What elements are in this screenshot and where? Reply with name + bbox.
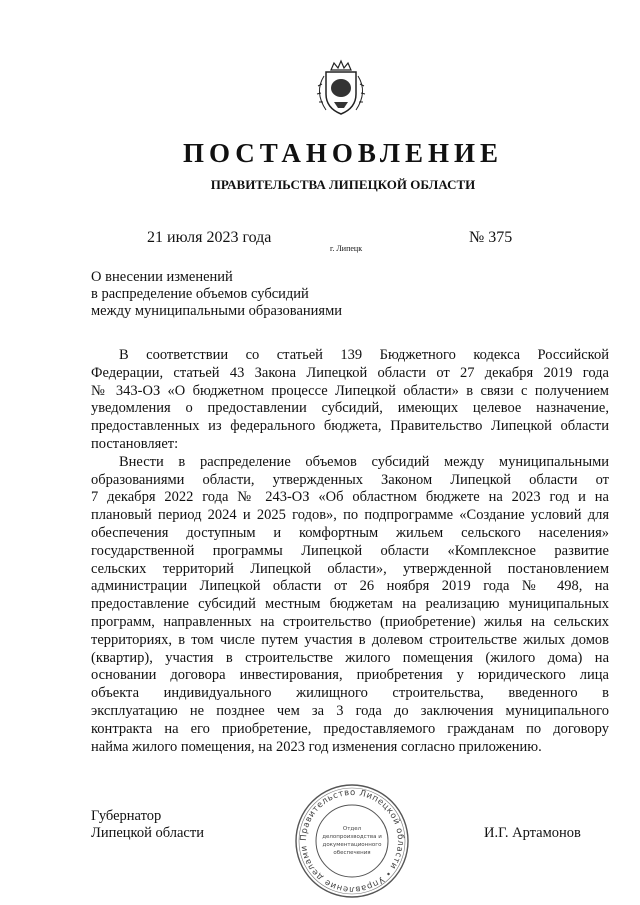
svg-text:делопроизводства и: делопроизводства и xyxy=(322,834,382,840)
document-number: № 375 xyxy=(469,229,513,246)
body-line: эксплуатацию не позднее чем за 3 года до заключения муниципального xyxy=(91,702,609,719)
svg-text:Правительство Липецкой области: Правительство Липецкой области • Управление делами xyxy=(298,787,406,895)
document-subtitle: ПРАВИТЕЛЬСТВА ЛИПЕЦКОЙ ОБЛАСТИ xyxy=(210,177,476,192)
body-line: Федерации, статьей 43 Закона Липецкой области от 27 декабря 2019 года xyxy=(91,364,609,381)
body-line: № 343-ОЗ «О бюджетном процессе Липецкой области» в связи с получением xyxy=(91,382,609,399)
document-date: 21 июля 2023 года xyxy=(147,229,272,246)
body-line: объекта индивидуального жилищного строительства, введенного в xyxy=(91,685,609,702)
body-line: основании договора инвестирования, приобретения у юридического лица xyxy=(91,667,609,684)
body-line: (квартир), участия в строительстве жилого помещения (жилого дома) на xyxy=(91,649,609,666)
body-line: найма жилого помещения, на 2023 год изменения согласно приложению. xyxy=(91,738,542,755)
signatory-name: И.Г. Артамонов xyxy=(484,825,581,841)
body-line: сельских территорий Липецкой области», утвержденной постановлением xyxy=(91,560,609,577)
position-line: Губернатор xyxy=(91,808,162,824)
paragraph-1 xyxy=(91,347,609,454)
svg-text:Отдел: Отдел xyxy=(342,826,362,832)
body-line: предоставление субсидий местным бюджетам на реализацию муниципальных xyxy=(91,596,609,613)
body-line: обеспечения доступным и комфортным жильем сельского населения» xyxy=(91,524,609,541)
body-line: уведомления о предоставлении субсидий, имеющих целевое назначение, xyxy=(91,400,609,417)
body-line: контракта на его приобретение, предоставляемого гражданам по договору xyxy=(91,720,609,737)
body-line: 7 декабря 2022 года № 243-ОЗ «Об областном бюджете на 2023 год и на xyxy=(91,489,609,506)
body-line: территориях, в том числе путем участия в долевом строительстве жилых домов xyxy=(91,631,609,648)
svg-text:обеспечения: обеспечения xyxy=(333,850,371,856)
official-stamp-icon xyxy=(293,782,411,900)
subject-line: О внесении изменений xyxy=(91,269,233,285)
paragraph-2 xyxy=(91,454,609,757)
coat-of-arms-emblem-icon xyxy=(296,58,386,118)
body-line: государственной программы Липецкой области «Комплексное развитие xyxy=(91,542,609,559)
document-title: ПОСТАНОВЛЕНИЕ xyxy=(182,138,504,168)
position-line: Липецкой области xyxy=(91,825,204,841)
svg-text:документационного: документационного xyxy=(322,842,382,848)
body-line: предоставленных из федерального бюджета, Правительство Липецкой области xyxy=(91,418,609,435)
body-line: постановляет: xyxy=(91,435,179,452)
document-city: г. Липецк xyxy=(330,244,363,253)
body-line: В соответствии со статьей 139 Бюджетного кодекса Российской xyxy=(119,347,609,363)
signatory-position xyxy=(91,808,204,842)
body-line: плановый период 2024 и 2025 годов», по подпрограмме «Создание условий для xyxy=(91,507,609,524)
subject-line: между муниципальными образованиями xyxy=(91,303,343,319)
body-line: Внести в распределение объемов субсидий между муниципальными xyxy=(119,453,609,470)
body-line: образованиями области, утвержденных Законом Липецкой области от xyxy=(91,471,609,488)
body-line: программ, направленных на строительство (приобретение) жилья на сельских xyxy=(91,613,609,630)
subject-line: в распределение объемов субсидий xyxy=(91,286,309,302)
document-subject xyxy=(91,269,342,320)
body-line: администрации Липецкой области от 26 ноября 2019 года № 498, на xyxy=(91,578,609,595)
document-body xyxy=(91,347,609,756)
